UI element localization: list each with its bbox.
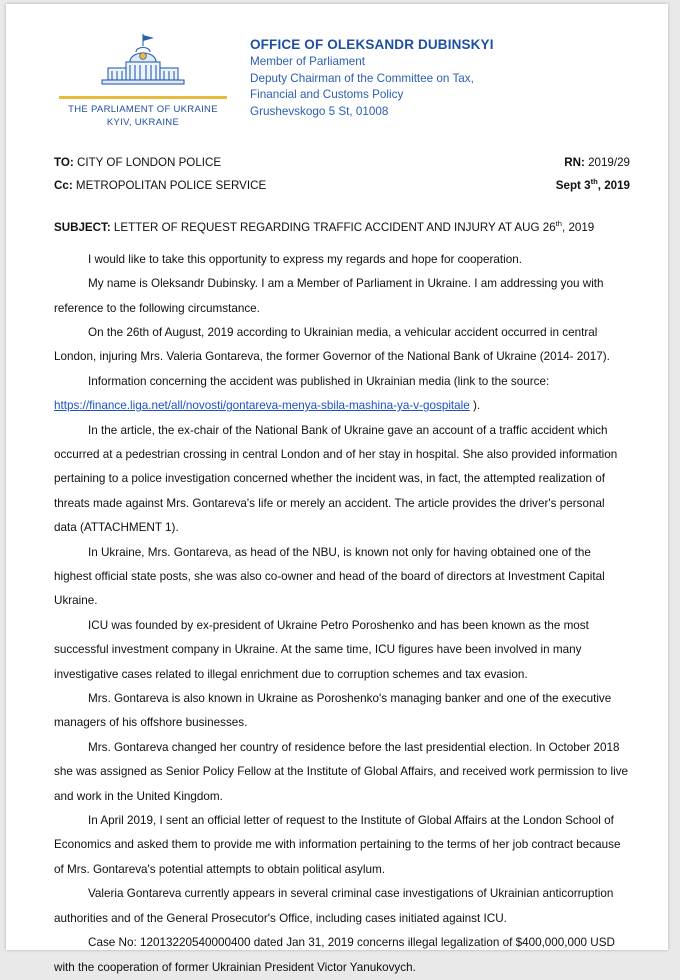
letter-date — [556, 172, 630, 195]
office-role-3: Financial and Customs Policy — [250, 88, 404, 101]
meta-row-to — [54, 153, 630, 172]
letterhead — [54, 26, 630, 129]
rn-label: RN: — [564, 156, 585, 169]
body-paragraph: Case No: 12013220540000400 dated Jan 31, 2019 concerns illegal legalization of $400,000,000 USD with the cooperation of former Ukrainian President Victor Yanukovych. — [54, 936, 615, 974]
subject-text-after: , 2019 — [562, 220, 595, 234]
gold-divider — [59, 96, 227, 99]
cc-label: Cc: — [54, 178, 73, 192]
body-paragraph: In April 2019, I sent an official letter of request to the Institute of Global Affairs at the London School of Economics and asked them to provide me with information pertaining to the terms of her job contract because of Mrs. Gontareva's potential attempts to obtain political asylum. — [54, 814, 621, 876]
crest-block — [54, 26, 232, 129]
office-block — [232, 26, 494, 120]
body-paragraph: In Ukraine, Mrs. Gontareva, as head of the NBU, is known not only for having obtained one of the highest official state posts, she was also co-owner and head of the board of directors at Investment Capital Ukraine. — [54, 545, 605, 608]
crest-caption-line2: KYIV, UKRAINE — [106, 117, 180, 128]
date-label: Sept 3 — [555, 178, 591, 192]
source-link-tail: ). — [469, 399, 481, 413]
crest-caption-line1: THE PARLIAMENT OF UKRAINE — [68, 104, 218, 115]
parliament-building-icon — [68, 32, 218, 94]
body-paragraph: On the 26th of August, 2019 according to Ukrainian media, a vehicular accident occurred in central London, injuring Mrs. Valeria Gontareva, the former Governor of the National Bank of Ukraine (2014- 2017). — [54, 325, 610, 364]
date-superscript: th — [590, 177, 598, 186]
body-paragraph: In the article, the ex-chair of the National Bank of Ukraine gave an account of a traffic accident which occurred at a pedestrian crossing in central London and of her stay in hospital. She also provided information pertaining to a police investigation concerned whether the incident was, in fact, the attempted realization of threats made against Mrs. Gontareva's life or merely an accident. The article provides the driver's personal data (ATTACHMENT 1). — [54, 423, 618, 535]
to-value: CITY OF LONDON POLICE — [77, 156, 222, 169]
letter-meta — [54, 153, 630, 195]
subject-label: SUBJECT: — [54, 220, 111, 234]
date-rest: , 2019 — [597, 178, 630, 192]
source-link[interactable]: https://finance.liga.net/all/novosti/gontareva-menya-sbila-mashina-ya-v-gospitale — [54, 399, 470, 413]
cc-line — [54, 176, 266, 195]
office-role-2: Deputy Chairman of the Committee on Tax, — [250, 71, 474, 85]
rn-value: 2019/29 — [588, 156, 630, 169]
body-paragraph: Valeria Gontareva currently appears in several criminal case investigations of Ukrainian anticorruption authorities and of the General Prosecutor's Office, including cases initiated against ICU. — [54, 887, 614, 925]
cc-value: METROPOLITAN POLICE SERVICE — [75, 178, 267, 192]
source-intro: Information concerning the accident was published in Ukrainian media (link to the source: — [88, 374, 550, 388]
meta-row-cc — [54, 172, 630, 195]
body-paragraph: Mrs. Gontareva is also known in Ukraine as Poroshenko's managing banker and one of the executive managers of his offshore businesses. — [54, 692, 612, 730]
letter-page — [6, 4, 668, 974]
to-label: TO: — [54, 156, 74, 169]
body-paragraph-with-link — [54, 370, 630, 419]
body-paragraph: My name is Oleksandr Dubinsky. I am a Member of Parliament in Ukraine. I am addressing you with reference to the following circumstance. — [54, 277, 604, 315]
office-name: OFFICE OF OLEKSANDR DUBINSKYI — [250, 37, 494, 52]
subject-text-before: LETTER OF REQUEST REGARDING TRAFFIC ACCIDENT AND INJURY AT AUG 26 — [110, 220, 556, 234]
office-address: Grushevskogo 5 St, 01008 — [250, 104, 389, 118]
reference-number — [564, 153, 630, 172]
subject-line — [54, 215, 630, 236]
subject-superscript: th — [555, 218, 562, 228]
body-paragraph: Mrs. Gontareva changed her country of residence before the last presidential election. In October 2018 she was assigned as Senior Policy Fellow at the Institute of Global Affairs, and received work permission to live and work in the United Kingdom. — [54, 740, 629, 803]
body-paragraph: ICU was founded by ex-president of Ukraine Petro Poroshenko and has been known as the most successful investment company in Ukraine. At the same time, ICU figures have been involved in many investigative cases related to illegal enrichment due to corruption schemes and tax evasion. — [54, 618, 589, 681]
recipient-line — [54, 153, 221, 172]
letter-body — [54, 248, 630, 980]
body-paragraph: I would like to take this opportunity to express my regards and hope for cooperation. — [88, 252, 522, 266]
office-role-1: Member of Parliament — [250, 55, 365, 68]
